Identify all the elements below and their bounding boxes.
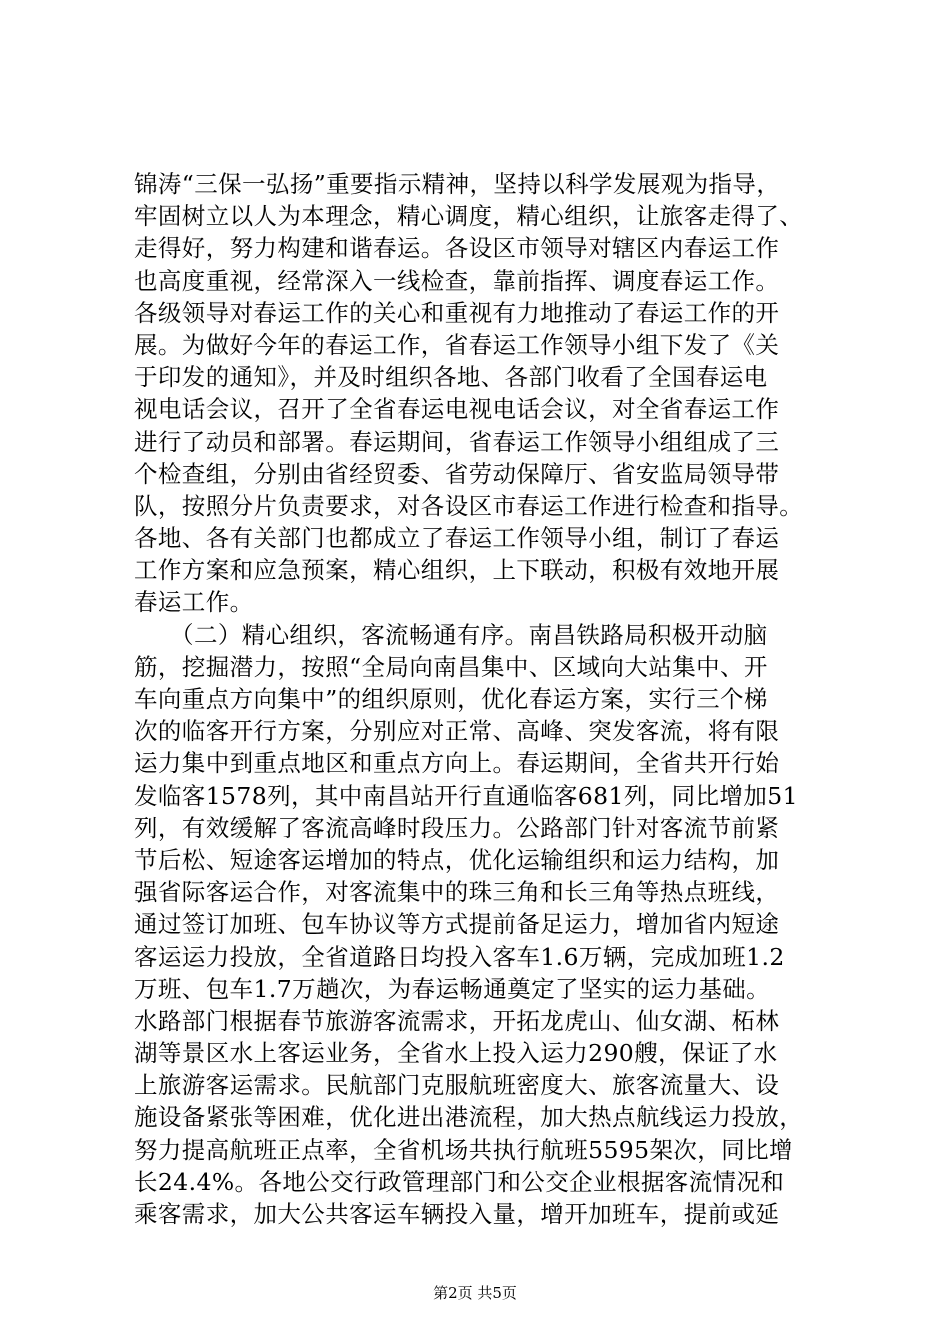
text-line: 万班、包车1.7万趟次，为春运畅通奠定了坚实的运力基础。 bbox=[134, 974, 771, 1003]
text-line: 努力提高航班正点率，全省机场共执行航班5595架次，同比增 bbox=[134, 1135, 793, 1164]
text-line: 锦涛“三保一弘扬”重要指示精神，坚持以科学发展观为指导， bbox=[134, 170, 781, 198]
text-line: 运力集中到重点地区和重点方向上。春运期间，全省共开行始 bbox=[134, 749, 780, 778]
text-line: 进行了动员和部署。春运期间，省春运工作领导小组组成了三 bbox=[134, 427, 780, 456]
text-line: 各地、各有关部门也都成立了春运工作领导小组，制订了春运 bbox=[134, 524, 780, 553]
text-line: 节后松、短途客运增加的特点，优化运输组织和运力结构，加 bbox=[134, 845, 780, 874]
text-line: 客运运力投放，全省道路日均投入客车1.6万辆，完成加班1.2 bbox=[134, 942, 785, 971]
text-line: 水路部门根据春节旅游客流需求，开拓龙虎山、仙女湖、柘林 bbox=[134, 1006, 780, 1035]
text-line: 也高度重视，经常深入一线检查，靠前指挥、调度春运工作。 bbox=[134, 266, 780, 295]
text-line: 乘客需求，加大公共客运车辆投入量，增开加班车，提前或延 bbox=[134, 1200, 780, 1228]
text-line: 施设备紧张等困难，优化进出港流程，加大热点航线运力投放， bbox=[134, 1103, 804, 1132]
text-line: 视电话会议，召开了全省春运电视电话会议，对全省春运工作 bbox=[134, 395, 780, 424]
text-line: 走得好，努力构建和谐春运。各设区市领导对辖区内春运工作 bbox=[134, 234, 780, 263]
text-line: 发临客1578列，其中南昌站开行直通临客681列，同比增加51 bbox=[134, 781, 798, 810]
text-line: 上旅游客运需求。民航部门克服航班密度大、旅客流量大、设 bbox=[134, 1071, 780, 1100]
paragraph-start-line: （二）精心组织，客流畅通有序。南昌铁路局积极开动脑 bbox=[134, 620, 768, 649]
text-line: 次的临客开行方案，分别应对正常、高峰、突发客流，将有限 bbox=[134, 717, 780, 746]
text-line: 工作方案和应急预案，精心组织，上下联动，积极有效地开展 bbox=[134, 556, 780, 585]
text-line: 个检查组，分别由省经贸委、省劳动保障厅、省安监局领导带 bbox=[134, 459, 780, 488]
text-line: 车向重点方向集中”的组织原则，优化春运方案，实行三个梯 bbox=[134, 685, 768, 713]
text-line: 筋，挖掘潜力，按照“全局向南昌集中、区域向大站集中、开 bbox=[134, 652, 768, 681]
text-line: 通过签订加班、包车协议等方式提前备足运力，增加省内短途 bbox=[134, 910, 780, 939]
text-line: 牢固树立以人为本理念，精心调度，精心组织，让旅客走得了、 bbox=[134, 202, 804, 231]
text-line: 春运工作。 bbox=[134, 588, 254, 617]
text-line: 展。为做好今年的春运工作，省春运工作领导小组下发了《关 bbox=[134, 330, 780, 359]
body-text bbox=[134, 168, 854, 1230]
text-line: 强省际客运合作，对客流集中的珠三角和长三角等热点班线， bbox=[134, 878, 780, 907]
text-line: 队，按照分片负责要求，对各设区市春运工作进行检查和指导。 bbox=[134, 491, 804, 520]
text-line: 各级领导对春运工作的关心和重视有力地推动了春运工作的开 bbox=[134, 298, 780, 327]
page-number: 第2页 共5页 bbox=[433, 1284, 517, 1302]
text-line: 列，有效缓解了客流高峰时段压力。公路部门针对客流节前紧 bbox=[134, 813, 780, 842]
page-footer bbox=[0, 1282, 950, 1303]
text-line: 长24.4%。各地公交行政管理部门和公交企业根据客流情况和 bbox=[134, 1167, 785, 1196]
text-line: 于印发的通知》，并及时组织各地、各部门收看了全国春运电 bbox=[134, 363, 768, 392]
text-line: 湖等景区水上客运业务，全省水上投入运力290艘，保证了水 bbox=[134, 1039, 778, 1068]
